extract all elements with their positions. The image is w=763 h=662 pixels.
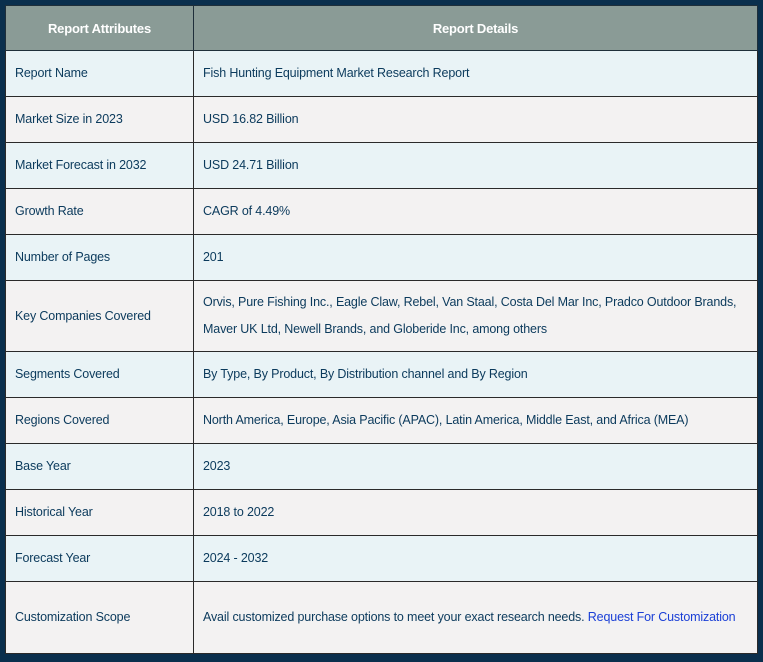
detail-cell: USD 24.71 Billion bbox=[194, 143, 758, 189]
table-row bbox=[6, 235, 758, 281]
detail-cell: By Type, By Product, By Distribution channel and By Region bbox=[194, 352, 758, 398]
detail-cell: 2018 to 2022 bbox=[194, 490, 758, 536]
detail-cell: North America, Europe, Asia Pacific (APAC), Latin America, Middle East, and Africa (MEA) bbox=[194, 398, 758, 444]
attribute-cell: Customization Scope bbox=[6, 582, 194, 654]
table-row bbox=[6, 281, 758, 352]
detail-cell: 2024 - 2032 bbox=[194, 536, 758, 582]
table-row bbox=[6, 490, 758, 536]
customization-text: Avail customized purchase options to meet your exact research needs. bbox=[203, 610, 585, 624]
attribute-cell: Historical Year bbox=[6, 490, 194, 536]
table-header-row bbox=[6, 6, 758, 51]
attribute-cell: Market Size in 2023 bbox=[6, 97, 194, 143]
header-report-details: Report Details bbox=[194, 6, 758, 51]
table-row bbox=[6, 444, 758, 490]
attribute-cell: Market Forecast in 2032 bbox=[6, 143, 194, 189]
attribute-cell: Forecast Year bbox=[6, 536, 194, 582]
table-row bbox=[6, 536, 758, 582]
attribute-cell: Segments Covered bbox=[6, 352, 194, 398]
table-row bbox=[6, 352, 758, 398]
detail-cell: Orvis, Pure Fishing Inc., Eagle Claw, Rebel, Van Staal, Costa Del Mar Inc, Pradco Outdoor Brands, Maver UK Ltd, Newell Brands, and Globeride Inc, among others bbox=[194, 281, 758, 352]
attribute-cell: Base Year bbox=[6, 444, 194, 490]
table-row bbox=[6, 143, 758, 189]
table-row bbox=[6, 582, 758, 654]
header-report-attributes: Report Attributes bbox=[6, 6, 194, 51]
attribute-cell: Key Companies Covered bbox=[6, 281, 194, 352]
request-customization-link[interactable]: Request For Customization bbox=[587, 610, 736, 624]
detail-cell bbox=[194, 582, 758, 654]
table-row bbox=[6, 189, 758, 235]
table-row bbox=[6, 398, 758, 444]
report-attributes-table bbox=[5, 5, 758, 654]
detail-cell: USD 16.82 Billion bbox=[194, 97, 758, 143]
detail-cell: CAGR of 4.49% bbox=[194, 189, 758, 235]
attribute-cell: Regions Covered bbox=[6, 398, 194, 444]
attribute-cell: Report Name bbox=[6, 51, 194, 97]
attribute-cell: Number of Pages bbox=[6, 235, 194, 281]
detail-cell: 201 bbox=[194, 235, 758, 281]
detail-cell: 2023 bbox=[194, 444, 758, 490]
table-row bbox=[6, 97, 758, 143]
table-frame-inner bbox=[3, 3, 759, 659]
detail-cell: Fish Hunting Equipment Market Research Report bbox=[194, 51, 758, 97]
table-row bbox=[6, 51, 758, 97]
attribute-cell: Growth Rate bbox=[6, 189, 194, 235]
